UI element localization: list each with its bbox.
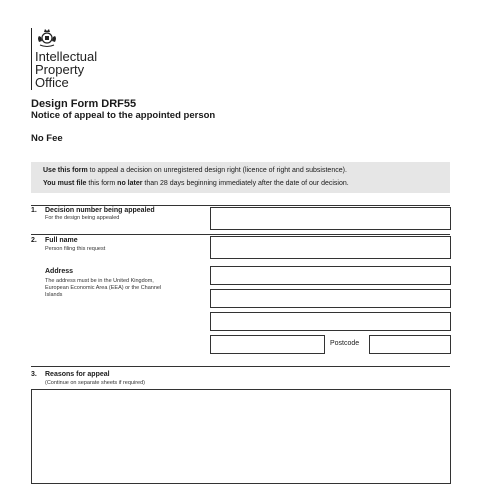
address-line-4-field[interactable] <box>210 335 325 354</box>
address-line-3-field[interactable] <box>210 312 451 331</box>
info-line-2-bold-b: no later <box>117 180 143 187</box>
fee-label: No Fee <box>31 133 63 144</box>
section-3-number: 3. <box>31 371 37 378</box>
reasons-for-appeal-field[interactable] <box>31 389 451 484</box>
full-name-field[interactable] <box>210 236 451 259</box>
address-line-2-field[interactable] <box>210 289 451 308</box>
info-line-2-bold-a: You must file <box>43 180 87 187</box>
org-name-line-1: Intellectual <box>35 49 98 64</box>
info-line-1 <box>43 167 347 174</box>
royal-crest-icon <box>36 28 58 48</box>
address-line-1-field[interactable] <box>210 266 451 285</box>
org-name-line-3: Office <box>35 75 69 90</box>
section-1-number: 1. <box>31 207 37 214</box>
section-1-rule <box>31 205 450 206</box>
info-line-2-rest: than 28 days beginning immediately after the date of our decision. <box>142 180 349 187</box>
section-2-number: 2. <box>31 237 37 244</box>
form-title: Design Form DRF55 <box>31 98 137 110</box>
section-2-label: Full name <box>45 237 78 244</box>
section-1-hint: For the design being appealed <box>45 215 120 221</box>
section-2-hint: Person filing this request <box>45 246 106 252</box>
section-1-label: Decision number being appealed <box>45 207 155 214</box>
org-name-line-2: Property <box>35 62 85 77</box>
postcode-label: Postcode <box>330 340 360 347</box>
info-line-2-mid: this form <box>86 180 118 187</box>
section-3-label: Reasons for appeal <box>45 371 110 378</box>
section-3-hint: (Continue on separate sheets if required) <box>45 380 145 386</box>
decision-number-field[interactable] <box>210 207 451 230</box>
address-hint-line-2: European Economic Area (EEA) or the Channel <box>45 285 162 291</box>
form-subtitle: Notice of appeal to the appointed person <box>31 110 216 121</box>
address-hint-line-1: The address must be in the United Kingdom, <box>45 278 154 284</box>
section-3-rule <box>31 366 450 367</box>
address-hint-line-3: Islands <box>45 292 63 298</box>
info-line-1-bold: Use this form <box>43 167 88 174</box>
postcode-field[interactable] <box>369 335 451 354</box>
address-label: Address <box>45 268 74 275</box>
info-box <box>31 162 450 193</box>
logo-rule <box>31 28 32 90</box>
info-line-2 <box>43 180 349 187</box>
section-2-rule <box>31 234 450 235</box>
info-line-1-rest: to appeal a decision on unregistered design right (licence of right and subsistence). <box>87 167 347 174</box>
